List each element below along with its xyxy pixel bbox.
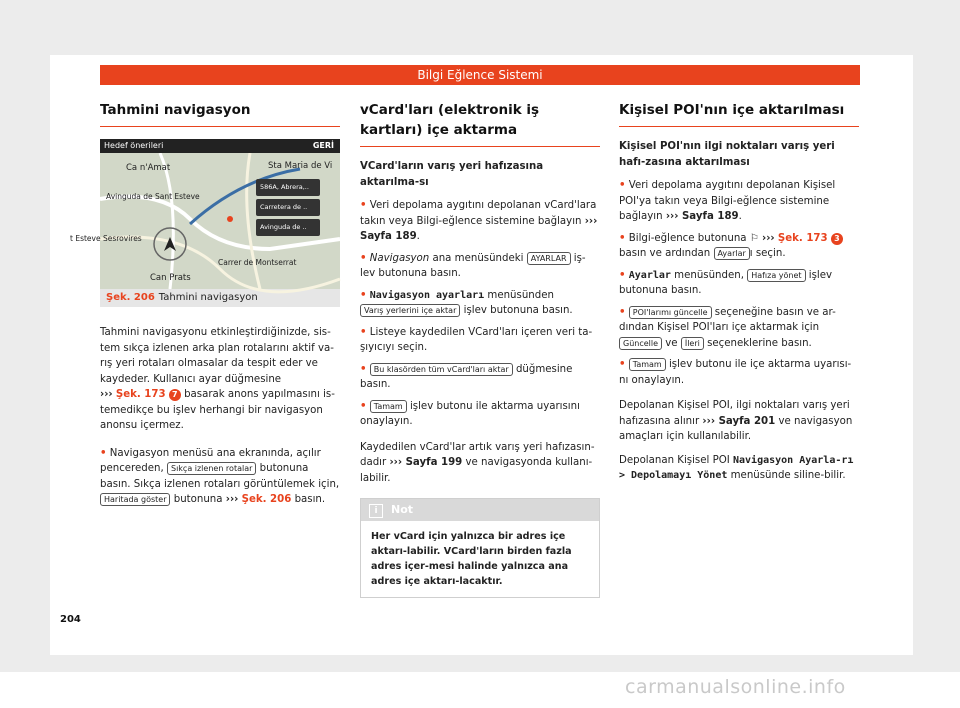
- text: işlev butonu ile içe aktarma uyarısı-nı onaylayın.: [619, 359, 852, 386]
- page-ref[interactable]: ››› Sayfa 189: [360, 215, 598, 242]
- text: Veri depolama aygıtını depolanan Kişisel POI'ya takın veya Bilgi-eğlence sistemine bağlayın: [619, 180, 836, 222]
- bullet-item: [619, 178, 859, 225]
- map-place-label: Sta Maria de Vi: [268, 161, 333, 171]
- info-icon: i: [369, 504, 383, 518]
- figure-ref[interactable]: Şek. 173: [777, 232, 828, 244]
- callout-number: 7: [169, 389, 181, 401]
- text: Depolanan Kişisel POI: [619, 454, 730, 466]
- manage-memory-key[interactable]: Hafıza yönet: [747, 269, 805, 282]
- text: butonuna: [173, 494, 223, 505]
- ref-arrow: ›››: [100, 389, 113, 400]
- bullet-item: [100, 446, 340, 508]
- text: basın.: [294, 494, 326, 505]
- map-place-label: Avinguda de Sant Esteve: [106, 192, 200, 201]
- section-title: Kişisel POI'nın içe aktarılması: [619, 102, 845, 118]
- text: ve navigasyon amaçları için kullanılabilir.: [619, 415, 853, 442]
- bullet-item: [619, 268, 859, 299]
- title-divider: [360, 146, 600, 147]
- column-personal-poi-import: [619, 100, 859, 492]
- text: Bilgi-eğlence butonuna: [628, 232, 747, 244]
- bullet-item: [619, 231, 859, 262]
- bullet-dot: •: [619, 180, 626, 191]
- text: menüsünde siline-bilir.: [730, 470, 846, 481]
- text: seçeneklerine basın.: [707, 337, 812, 349]
- column-predictive-navigation: [70, 100, 340, 514]
- destination-suggestion[interactable]: 586A, Abrera,..: [256, 179, 320, 196]
- bullet-dot: •: [619, 359, 626, 370]
- bullet-item: [360, 362, 600, 393]
- text: Tahmini navigasyonu etkinleştirdiğinizde, sis-tem sıkça izlenen arka plan rotalarını aktif va-rış yeri rotaları olmasalar da tespit eder ve kaydeder. Kullanıcı ayar düğmesine: [100, 327, 334, 385]
- note-body: Her vCard için yalnızca bir adres içe aktarı-labilir. VCard'ların birden fazla adres içer-mesi halinde yalnızca ana adres içe aktarı-lacaktır.: [371, 531, 572, 587]
- title-divider: [619, 126, 859, 127]
- text: ve: [665, 337, 678, 349]
- watermark-text: carmanualsonline.info: [625, 676, 846, 698]
- text: menüsünden,: [674, 269, 744, 281]
- bullet-item: [360, 198, 600, 245]
- title-divider: [100, 126, 340, 127]
- bullet-item: [360, 399, 600, 430]
- text: işlev butonuna basın.: [619, 269, 833, 296]
- map-screen-title: Hedef önerileri: [104, 141, 164, 150]
- text: .: [416, 231, 420, 242]
- text: basarak anons yapılmasını is-temedikçe bu işlev herhangi bir navigasyon anonsu içermez.: [100, 389, 335, 431]
- note-box: [360, 498, 600, 598]
- bullet-dot: •: [360, 326, 367, 338]
- subheading: VCard'ların varış yeri hafızasına aktarılma-sı: [360, 161, 544, 188]
- text: Depolanan Kişisel POI, ilgi noktaları varış yeri hafızasına alınır: [619, 400, 850, 427]
- update-pois-key[interactable]: POI'larımı güncelle: [629, 306, 712, 319]
- paragraph: [360, 440, 600, 487]
- bullet-dot: •: [360, 363, 367, 375]
- infotainment-flag-icon: ⚐: [749, 232, 759, 244]
- text: iş-lev butonuna basın.: [360, 252, 586, 279]
- page-ref[interactable]: ››› Sayfa 201: [702, 415, 776, 427]
- show-on-map-key[interactable]: Haritada göster: [100, 493, 170, 506]
- bullet-dot: •: [100, 447, 107, 459]
- text: Navigasyon: [369, 252, 430, 264]
- bullet-item: [360, 251, 600, 282]
- bullet-dot: •: [360, 252, 367, 264]
- map-place-label: Can Prats: [150, 273, 191, 283]
- text: butonuna basın. Sıkça izlenen rotaları görüntülemek için,: [100, 463, 340, 490]
- subheading: Kişisel POI'nın ilgi noktaları varış yeri hafı-zasına aktarılması: [619, 141, 835, 168]
- ok-key[interactable]: Tamam: [629, 358, 666, 371]
- frequent-routes-key[interactable]: Sıkça izlenen rotalar: [167, 462, 256, 475]
- text: işlev butonu ile aktarma uyarısını onaylayın.: [360, 400, 580, 427]
- caption-text: Tahmini navigasyon: [158, 292, 258, 303]
- text: .: [738, 211, 742, 222]
- menu-name: Ayarlar: [628, 269, 671, 281]
- text: ana menüsündeki: [432, 252, 524, 264]
- ok-key[interactable]: Tamam: [370, 400, 407, 413]
- menu-path: Navigasyon Ayarla-rı > Depolamayı Yönet: [619, 454, 854, 481]
- import-destinations-key[interactable]: Varış yerlerini içe aktar: [360, 304, 460, 317]
- map-place-label: t Esteve Sesrovires: [70, 234, 142, 243]
- navigation-map-figure: [70, 139, 340, 289]
- map-place-label: Ca n'Amat: [126, 163, 171, 173]
- note-title: Not: [391, 503, 414, 516]
- update-key[interactable]: Güncelle: [619, 337, 662, 350]
- bullet-dot: •: [619, 306, 626, 318]
- section-title: Tahmini navigasyon: [100, 102, 251, 118]
- text: menüsünden: [487, 289, 554, 301]
- section-title: vCard'ları (elektronik iş kartları) içe aktarma: [360, 102, 540, 138]
- paragraph: [100, 325, 340, 434]
- bullet-item: [619, 357, 859, 388]
- text: ı seçin.: [749, 248, 786, 259]
- ref-arrow: ›››: [225, 494, 239, 505]
- page-ref[interactable]: ››› Sayfa 199: [389, 457, 463, 468]
- text: ve navigasyonda kullanı-labilir.: [360, 457, 593, 484]
- map-place-label: Carrer de Montserrat: [218, 258, 297, 267]
- figure-ref[interactable]: Şek. 173: [115, 389, 166, 400]
- map-header-bar: [100, 139, 340, 153]
- bullet-dot: •: [619, 232, 626, 244]
- settings-key[interactable]: Ayarlar: [714, 247, 750, 260]
- text: basın ve ardından: [619, 248, 711, 259]
- paragraph: [619, 398, 859, 445]
- page-number: 204: [60, 614, 81, 625]
- page-ref[interactable]: ››› Sayfa 189: [665, 211, 739, 222]
- bullet-item: [360, 288, 600, 319]
- paragraph: [619, 453, 859, 484]
- text: Kaydedilen vCard'lar artık varış yeri hafızasın-dadır: [360, 441, 595, 468]
- map-back-button[interactable]: GERİ: [312, 141, 334, 150]
- next-key[interactable]: İleri: [681, 337, 704, 350]
- text: düğmesine basın.: [360, 363, 573, 390]
- destination-suggestion[interactable]: Avinguda de ..: [256, 219, 320, 236]
- bullet-dot: •: [360, 200, 367, 211]
- text: Listeye kaydedilen VCard'ları içeren veri ta-şıyıcıyı seçin.: [360, 326, 593, 353]
- ref-arrow: ›››: [762, 232, 775, 244]
- destination-suggestion[interactable]: Carretera de ..: [256, 199, 320, 216]
- import-all-vcards-key[interactable]: Bu klasörden tüm vCard'ları aktar: [370, 363, 513, 376]
- bullet-item: [619, 305, 859, 352]
- bullet-dot: •: [360, 400, 367, 412]
- section-header: Bilgi Eğlence Sistemi: [100, 65, 860, 85]
- settings-key[interactable]: AYARLAR: [527, 252, 571, 265]
- figure-ref[interactable]: Şek. 206: [241, 494, 292, 505]
- menu-name: Navigasyon ayarları: [369, 289, 485, 301]
- text: Veri depolama aygıtını depolanan vCard'lara takın veya Bilgi-eğlence sistemine bağlayın: [360, 200, 597, 227]
- text: işlev butonuna basın.: [463, 305, 573, 316]
- figure-number: Şek. 206: [106, 292, 155, 303]
- bullet-dot: •: [360, 289, 367, 301]
- destination-suggestion-list: [256, 179, 320, 239]
- text: Navigasyon menüsü ana ekranında, açılır pencereden,: [100, 447, 321, 474]
- note-header: [361, 499, 599, 521]
- bullet-dot: •: [619, 269, 626, 281]
- text: seçeneğine basın ve ar-dından Kişisel POI'ları içe aktarmak için: [619, 306, 836, 333]
- bullet-item: [360, 325, 600, 356]
- column-vcard-import: [360, 100, 600, 598]
- figure-caption: [100, 289, 340, 307]
- callout-number: 3: [831, 233, 843, 245]
